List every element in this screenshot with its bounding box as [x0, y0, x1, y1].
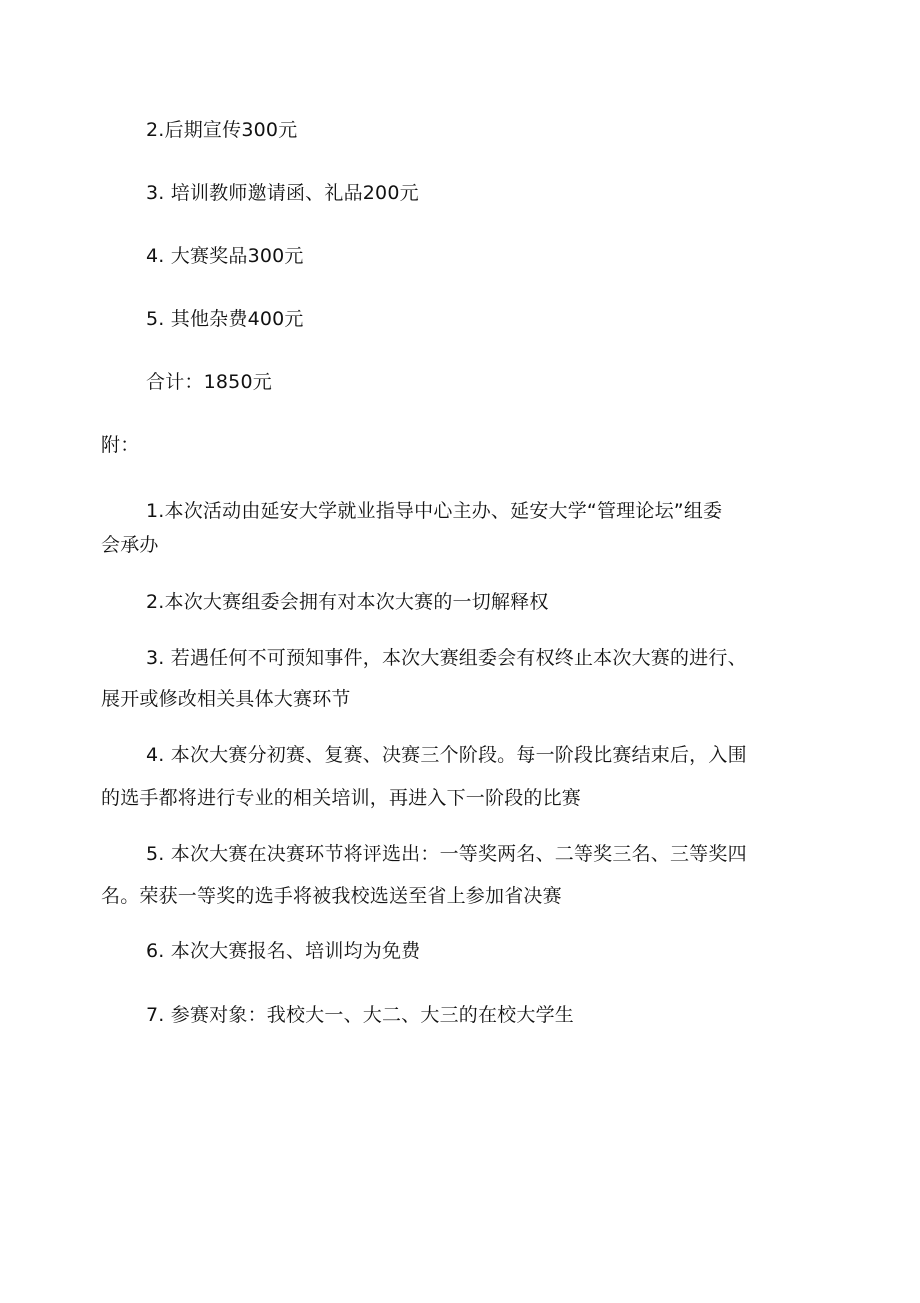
appendix-note: 2.本次大赛组委会拥有对本次大赛的一切解释权: [146, 591, 549, 613]
appendix-note: 7. 参赛对象：我校大一、大二、大三的在校大学生: [146, 1004, 574, 1026]
appendix-note-continuation: 的选手都将进行专业的相关培训，再进入下一阶段的比赛: [101, 787, 582, 809]
appendix-note: 1.本次活动由延安大学就业指导中心主办、延安大学“管理论坛”组委: [146, 500, 723, 522]
budget-total: 合计：1850元: [146, 371, 272, 393]
appendix-note: 5. 本次大赛在决赛环节将评选出：一等奖两名、二等奖三名、三等奖四: [146, 843, 747, 865]
appendix-note: 4. 本次大赛分初赛、复赛、决赛三个阶段。每一阶段比赛结束后，入围: [146, 744, 747, 766]
budget-item: 4. 大赛奖品300元: [146, 245, 304, 267]
appendix-note: 6. 本次大赛报名、培训均为免费: [146, 940, 421, 962]
budget-item: 3. 培训教师邀请函、礼品200元: [146, 182, 419, 204]
budget-item: 2.后期宣传300元: [146, 119, 298, 141]
budget-item: 5. 其他杂费400元: [146, 308, 304, 330]
appendix-note: 3. 若遇任何不可预知事件，本次大赛组委会有权终止本次大赛的进行、: [146, 647, 747, 669]
appendix-note-continuation: 展开或修改相关具体大赛环节: [101, 688, 351, 710]
appendix-heading: 附：: [101, 434, 140, 456]
appendix-note-continuation: 名。荣获一等奖的选手将被我校选送至省上参加省决赛: [101, 885, 562, 907]
appendix-note-continuation: 会承办: [101, 534, 159, 556]
